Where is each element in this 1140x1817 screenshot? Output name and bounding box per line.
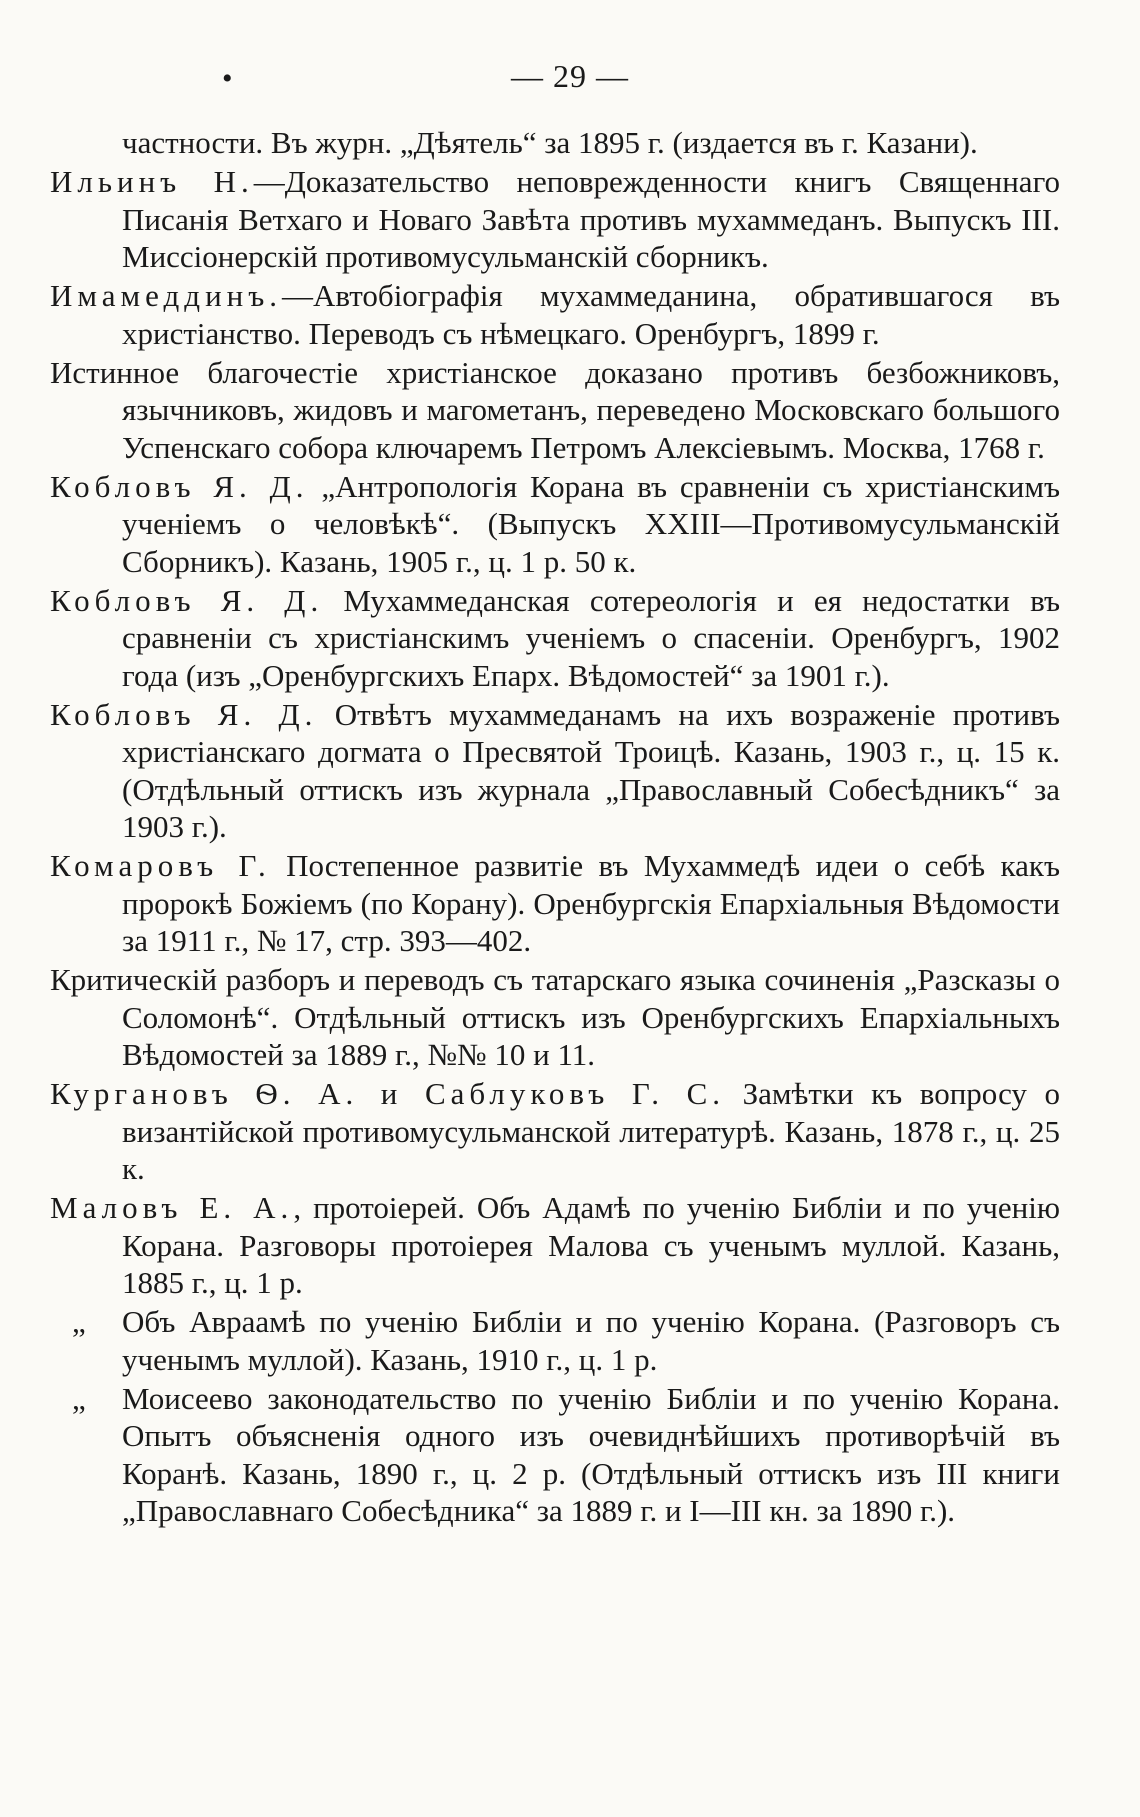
bibliography-entry <box>50 1380 1060 1530</box>
entry-text: —Автобіографія мухаммеданина, обратившагося въ христіанство. Переводъ съ нѣмецкаго. Оренбургъ, 1899 г. <box>122 278 1060 351</box>
entry-text: Замѣтки къ вопросу о византійской противомусульманской литературѣ. Казань, 1878 г., ц. 25 к. <box>122 1076 1061 1186</box>
ditto-mark: „ <box>72 1304 86 1339</box>
entry-text: Истинное благочестіе христіанское доказано противъ безбожниковъ, язычниковъ, жидовъ и магометанъ, переведено Московскаго большого Успенскаго собора ключаремъ Петромъ Алексіевымъ. Москва, 1768 г. <box>50 354 1060 465</box>
entry-author: Комаровъ Г. <box>50 848 271 883</box>
entry-author: Кобловъ Я. Д. <box>50 582 324 618</box>
bibliography-entry <box>50 1189 1060 1302</box>
entry-text: Постепенное развитіе въ Мухаммедѣ идеи о себѣ какъ пророкѣ Божіемъ (по Корану). Оренбургскія Епархіальныя Вѣдомости за 1911 г., № 17, стр. 393—402. <box>122 848 1060 958</box>
entry-author: Кобловъ Я. Д. <box>50 696 318 732</box>
entry-text: Объ Авраамѣ по ученію Библіи и по ученію Корана. (Разговоръ съ ученымъ муллой). Казань, 1910 г., ц. 1 р. <box>122 1304 1060 1377</box>
entry-text: „Антропологія Корана въ сравненіи съ христіанскимъ ученіемъ о человѣкѣ“. (Выпускъ XXIII—Противомусульманскій Сборникъ). Казань, 1905 г., ц. 1 р. 50 к. <box>122 468 1060 579</box>
bibliography-entry <box>50 1303 1060 1378</box>
entry-text: Критическій разборъ и переводъ съ татарскаго языка сочиненія „Разсказы о Соломонѣ“. Отдѣльный оттискъ изъ Оренбургскихъ Епархіальныхъ Вѣдомостей за 1889 г., №№ 10 и 11. <box>50 962 1060 1072</box>
entry-text: Моисеево законодательство по ученію Библіи и по ученію Корана. Опытъ объясненія одного изъ очевиднѣйшихъ противорѣчій въ Коранѣ. Казань, 1890 г., ц. 2 р. (Отдѣльный оттискъ изъ III книги „Православнаго Собесѣдника“ за 1889 г. и I—III кн. за 1890 г.). <box>122 1380 1060 1528</box>
entry-text: частности. Въ журн. „Дѣятель“ за 1895 г. (издается въ г. Казани). <box>122 125 978 160</box>
entry-author: Имамеддинъ. <box>50 278 283 313</box>
ditto-mark: „ <box>72 1380 86 1416</box>
bibliography-entry <box>50 1075 1060 1188</box>
bibliography-entry <box>50 696 1060 846</box>
bibliography-entry <box>50 468 1060 581</box>
bibliography-entry <box>50 277 1060 352</box>
entry-text: , протоіерей. Объ Адамѣ по ученію Библіи и по ученію Корана. Разговоры протоіерея Малова съ ученымъ муллой. Казань, 1885 г., ц. 1 р. <box>122 1190 1060 1300</box>
entry-author: Кургановъ Ѳ. А. и Саблуковъ Г. С. <box>50 1076 726 1111</box>
entry-author: Маловъ Е. А. <box>50 1190 294 1225</box>
entry-text: —Доказательство неповрежденности книгъ Священнаго Писанія Ветхаго и Новаго Завѣта противъ мухаммеданъ. Выпускъ III. Миссіонерскій противомусульманскій сборникъ. <box>122 164 1061 274</box>
page-number: — 29 — <box>511 58 629 94</box>
entry-text: Мухаммеданская сотереологія и ея недостатки въ сравненіи съ христіанскимъ ученіемъ о спасеніи. Оренбургъ, 1902 года (изъ „Оренбургскихъ Епарх. Вѣдомостей“ за 1901 г.). <box>122 582 1060 693</box>
margin-mark: • <box>222 62 233 95</box>
entry-text: Отвѣтъ мухаммеданамъ на ихъ возраженіе противъ христіанскаго догмата о Пресвятой Троицѣ. Казань, 1903 г., ц. 15 к. (Отдѣльный оттискъ изъ журнала „Православный Собесѣдникъ“ за 1903 г.). <box>122 696 1060 844</box>
bibliography-entry <box>50 124 1060 162</box>
bibliography-list <box>50 124 1060 1531</box>
bibliography-entry <box>50 582 1060 695</box>
bibliography-entry <box>50 354 1060 467</box>
entry-author: Кобловъ Я. Д. <box>50 468 309 504</box>
entry-author: Ильинъ Н. <box>50 164 254 199</box>
bibliography-entry <box>50 163 1060 276</box>
bibliography-entry <box>50 847 1060 960</box>
bibliography-entry <box>50 961 1060 1074</box>
